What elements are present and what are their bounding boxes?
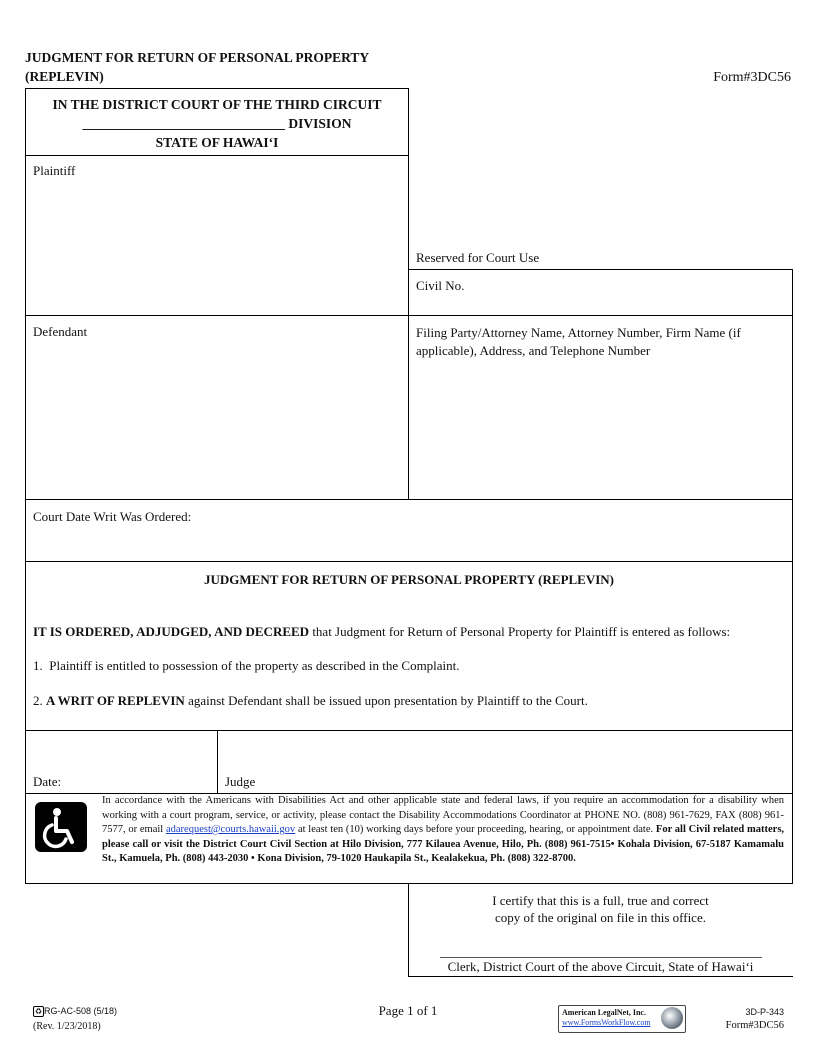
judgment-heading: JUDGMENT FOR RETURN OF PERSONAL PROPERTY (REPLEVIN) xyxy=(203,572,615,587)
ordered-bold: IT IS ORDERED, ADJUDGED, AND DECREED xyxy=(33,624,310,639)
clerk-label: Clerk, District Court of the above Circuit, State of Hawai‘i xyxy=(447,959,754,974)
footer-rev: (Rev. 1/23/2018) xyxy=(33,1021,101,1032)
form-title-line2: (REPLEVIN) xyxy=(25,69,104,84)
plaintiff-field[interactable] xyxy=(26,180,407,314)
court-date-field[interactable] xyxy=(210,505,785,555)
vendor-url[interactable]: www.FormsWorkFlow.com xyxy=(562,1018,651,1027)
plaintiff-label: Plaintiff xyxy=(33,163,76,178)
ada-notice xyxy=(102,794,784,867)
filing-party-label: Filing Party/Attorney Name, Attorney Number, Firm Name (if applicable), Address, and Telephone Number xyxy=(416,325,741,358)
civil-no-label: Civil No. xyxy=(416,278,465,293)
ada-contact-bold: For all Civil related matters, please call or visit the District Court Civil Section at Hilo Division, 777 Kilauea Avenue, Hilo, Ph. (808) 961-7515• Kohala Division, 67-5187 Kamamalu St., Kamuela, Ph. (808) 443-2030 • Kona Division, 79-1020 Haukapila St., Kealakekua, Ph. (808) 322-8700. xyxy=(102,824,785,864)
wheelchair-icon xyxy=(35,802,87,852)
item-2-bold: A WRIT OF REPLEVIN xyxy=(46,693,185,708)
judge-label: Judge xyxy=(225,774,256,789)
date-field[interactable] xyxy=(26,732,216,776)
court-name: IN THE DISTRICT COURT OF THE THIRD CIRCUIT xyxy=(52,97,382,112)
judge-signature-field[interactable] xyxy=(219,732,791,776)
certify-line1: I certify that this is a full, true and correct xyxy=(492,893,709,908)
ada-email-link[interactable]: adarequest@courts.hawaii.gov xyxy=(165,824,296,835)
division-blank[interactable]: ______________________________ xyxy=(82,116,286,131)
certify-line2: copy of the original on file in this office. xyxy=(495,910,706,925)
page-number: Page 1 of 1 xyxy=(378,1003,438,1018)
date-label: Date: xyxy=(33,774,62,789)
item-2-rest: against Defendant shall be issued upon presentation by Plaintiff to the Court. xyxy=(188,693,588,708)
court-date-label: Court Date Writ Was Ordered: xyxy=(33,509,192,524)
recycle-icon: ♻ xyxy=(34,1007,43,1016)
globe-logo-icon xyxy=(661,1007,683,1029)
filing-party-field[interactable] xyxy=(410,362,790,497)
reserved-label: Reserved for Court Use xyxy=(416,250,540,265)
clerk-signature-field[interactable] xyxy=(440,928,762,956)
division-line xyxy=(25,116,409,132)
vendor-logo xyxy=(558,1005,686,1033)
form-number-top: Form#3DC56 xyxy=(713,70,791,85)
footer-right-code: 3D-P-343 xyxy=(745,1007,784,1017)
ordered-paragraph xyxy=(33,624,788,640)
item-2-number: 2. xyxy=(33,693,43,708)
civil-no-field[interactable] xyxy=(480,274,785,310)
footer-code: RG-AC-508 (5/18) xyxy=(44,1006,118,1016)
ada-text-2: at least ten (10) working days before your proceeding, hearing, or appointment date. xyxy=(297,824,654,835)
form-title-line1: JUDGMENT FOR RETURN OF PERSONAL PROPERTY xyxy=(25,50,370,65)
item-1: 1. Plaintiff is entitled to possession of the property as described in the Complaint. xyxy=(33,658,460,673)
item-2 xyxy=(33,693,588,709)
division-label: DIVISION xyxy=(288,116,352,131)
vendor-name: American LegalNet, Inc. xyxy=(562,1008,646,1017)
ordered-rest: that Judgment for Return of Personal Property for Plaintiff is entered as follows: xyxy=(312,624,731,639)
form-number-bottom: Form#3DC56 xyxy=(725,1020,784,1031)
defendant-label: Defendant xyxy=(33,324,88,339)
defendant-field[interactable] xyxy=(26,342,407,497)
ada-text-1: In accordance with the Americans with Disabilities Act and other applicable state and federal laws, if you require an accommodation for a disability when working with a court program, service, or activity, please contact the Disability Accommodations Coordinator at PHONE NO. (808) 961-7629, FAX (808) 961-7577, or email xyxy=(102,795,784,835)
state-name: STATE OF HAWAI‘I xyxy=(155,135,279,150)
